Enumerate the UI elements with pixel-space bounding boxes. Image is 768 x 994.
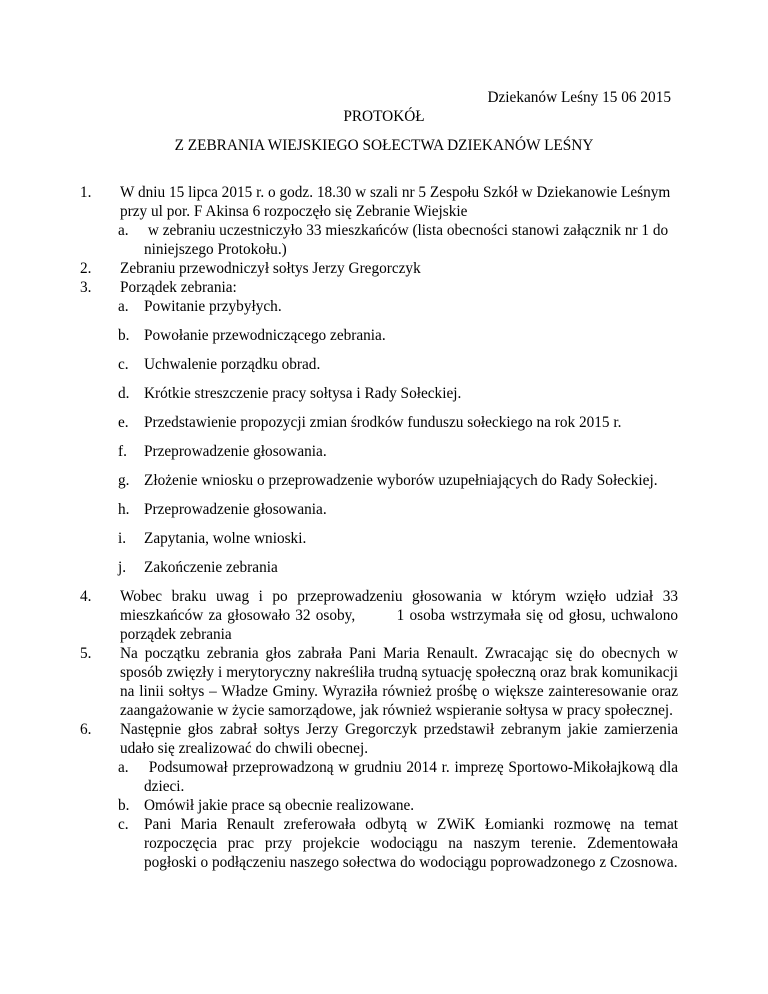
item-number: 1. [80, 184, 92, 201]
agenda-item-letter: g. [118, 472, 130, 489]
list-item [80, 183, 678, 221]
item-number: 5. [80, 645, 92, 662]
sub-item [118, 815, 678, 872]
agenda-item-text: Krótkie streszczenie pracy sołtysa i Rady Sołeckiej. [144, 385, 462, 402]
document-title: PROTOKÓŁ [343, 108, 425, 125]
sub-list [118, 221, 678, 259]
agenda-item-text: Przeprowadzenie głosowania. [144, 443, 327, 460]
item-text: Wobec braku uwag i po przeprowadzeniu głosowania w którym wzięło udział 33 mieszkańców za głosowało 32 osoby, 1 osoba wstrzymała się od głosu, uchwalono porządek zebrania [120, 588, 682, 643]
agenda-item-letter: i. [118, 530, 127, 547]
agenda-item [118, 297, 678, 316]
agenda-item-letter: d. [118, 385, 130, 402]
item-text: Na początku zebrania głos zabrała Pani Maria Renault. Zwracając się do obecnych w sposób zwięzły i merytoryczny nakreśliła trudną sytuację społeczną oraz brak komunikacji na linii sołtys – Władze Gminy. Wyraziła również prośbę o większe zainteresowanie oraz zaangażowanie w życie samorządowe, jak również wspieranie sołtysa w pracy społecznej. [120, 645, 678, 719]
list-item [80, 587, 682, 644]
agenda-item [118, 529, 678, 548]
agenda-item-text: Powołanie przewodniczącego zebrania. [144, 327, 386, 344]
item-text: Porządek zebrania: [120, 279, 237, 296]
agenda-item-text: Przedstawienie propozycji zmian środków funduszu sołeckiego na rok 2015 r. [144, 414, 622, 431]
agenda-item-text: Złożenie wniosku o przeprowadzenie wyborów uzupełniających do Rady Sołeckiej. [144, 472, 658, 489]
sub-item-letter: a. [118, 222, 129, 239]
agenda-item-letter: a. [118, 298, 129, 315]
agenda-list [118, 297, 678, 577]
sub-item-text: w zebraniu uczestniczyło 33 mieszkańców (lista obecności stanowi załącznik nr 1 do niniejszego Protokołu.) [144, 222, 672, 258]
agenda-item-letter: h. [118, 501, 130, 518]
sub-list [118, 758, 682, 872]
agenda-item-text: Zapytania, wolne wnioski. [144, 530, 307, 547]
agenda-item [118, 442, 678, 461]
document-date: Dziekanów Leśny 15 06 2015 [487, 89, 671, 106]
item-number: 2. [80, 260, 92, 277]
sub-item [118, 796, 678, 815]
agenda-item [118, 466, 678, 495]
list-item [80, 259, 678, 278]
item-number: 6. [80, 721, 92, 738]
agenda-item-letter: c. [118, 356, 129, 373]
sub-item-letter: b. [118, 797, 130, 814]
item-text: Zebraniu przewodniczył sołtys Jerzy Gregorczyk [120, 260, 421, 277]
agenda-item-text: Przeprowadzenie głosowania. [144, 501, 327, 518]
document-subtitle: Z ZEBRANIA WIEJSKIEGO SOŁECTWA DZIEKANÓW LEŚNY [174, 137, 594, 154]
item-text: W dniu 15 lipca 2015 r. o godz. 18.30 w szali nr 5 Zespołu Szkół w Dziekanowie Leśnym przy ul por. F Akinsa 6 rozpoczęło się Zebranie Wiejskie [120, 184, 671, 220]
protocol-list [80, 183, 682, 872]
sub-item-text: Pani Maria Renault zreferowała odbytą w ZWiK Łomianki rozmowę na temat rozpoczęcia prac przy projekcie wodociągu na naszym terenie. Zdementowała pogłoski o podłączeniu naszego sołectwa do wodociągu poprowadzonego z Czosnowa. [144, 816, 678, 871]
sub-item-text: Omówił jakie prace są obecnie realizowane. [144, 797, 415, 814]
agenda-item [118, 326, 678, 345]
sub-item [118, 758, 682, 796]
agenda-item-text: Powitanie przybyłych. [144, 298, 282, 315]
agenda-item-text: Zakończenie zebrania [144, 559, 278, 576]
list-item [80, 720, 678, 758]
sub-item-letter: c. [118, 816, 129, 833]
agenda-item-letter: e. [118, 414, 129, 431]
agenda-item-letter: b. [118, 327, 130, 344]
item-text: Następnie głos zabrał sołtys Jerzy Gregorczyk przedstawił zebranym jakie zamierzenia udało się zrealizować do chwili obecnej. [120, 721, 678, 757]
sub-item-letter: a. [118, 759, 129, 776]
agenda-item-letter: f. [118, 443, 127, 460]
agenda-item [118, 384, 678, 403]
item-number: 3. [80, 279, 92, 296]
item-number: 4. [80, 588, 92, 605]
sub-item [118, 221, 678, 259]
agenda-item [118, 558, 678, 577]
list-item [80, 644, 678, 720]
agenda-item [118, 500, 678, 519]
list-item [80, 278, 678, 297]
sub-item-text: Podsumował przeprowadzoną w grudniu 2014 r. imprezę Sportowo-Mikołajkową dla dzieci. [144, 759, 682, 795]
agenda-item-letter: j. [118, 559, 127, 576]
agenda-item [118, 413, 678, 432]
agenda-item-text: Uchwalenie porządku obrad. [144, 356, 321, 373]
agenda-item [118, 355, 678, 374]
